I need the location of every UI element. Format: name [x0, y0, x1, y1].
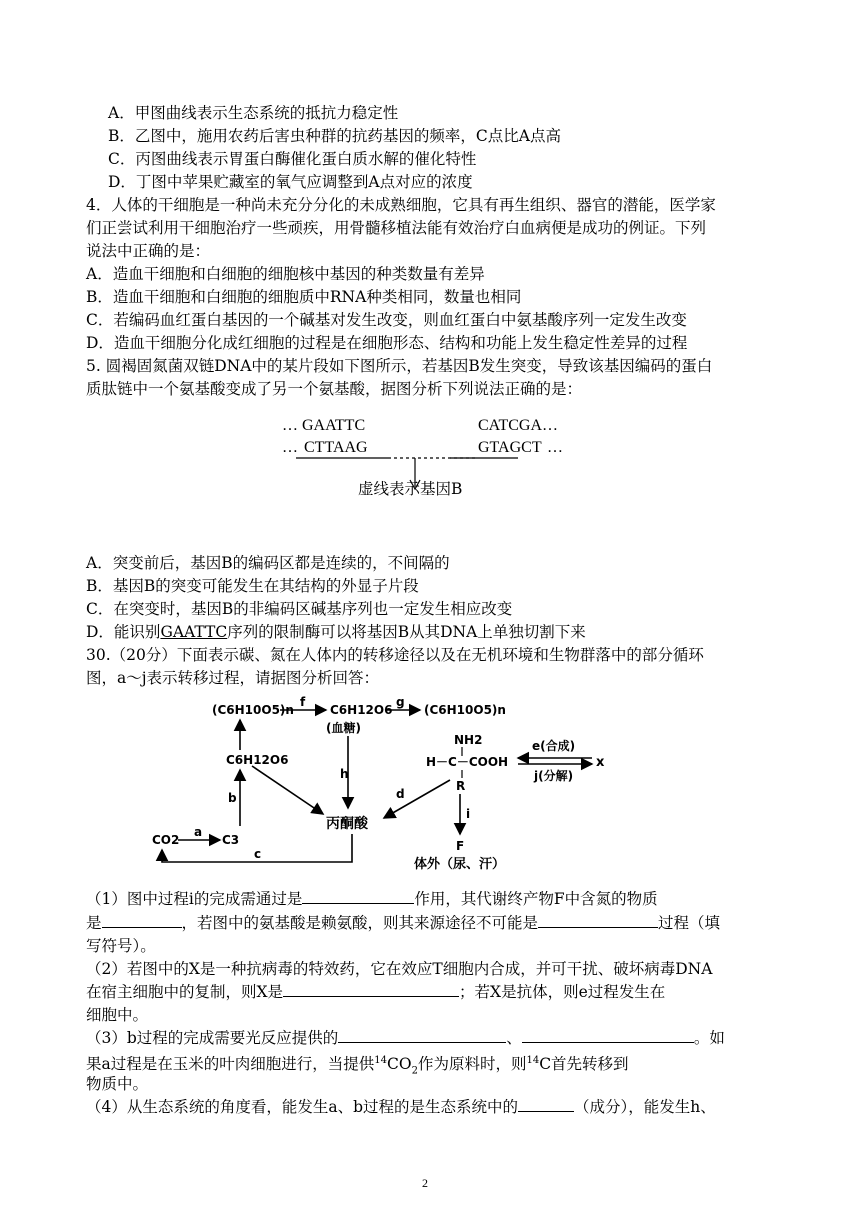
- q30-3-text-d: 果a过程是在玉米的叶肉细胞进行，当提供: [86, 1055, 375, 1074]
- arrow-c-label: c: [254, 847, 262, 861]
- q5-option-b: B．基因B的突变可能发生在其结构的外显子片段: [86, 577, 419, 595]
- excretion-label: 体外（尿、汗）: [414, 857, 506, 872]
- q5-option-a: A．突变前后，基因B的编码区都是连续的，不间隔的: [86, 554, 450, 572]
- arrow-d-label: d: [396, 787, 405, 801]
- co2-subscript: 2: [411, 1065, 418, 1077]
- q30-stem-line2: 图，a～j表示转移过程，请据图分析回答：: [86, 669, 380, 687]
- q30-2-text-c: ；若X是抗体，则e过程发生在: [459, 983, 666, 1001]
- q30-3-line2: [86, 1050, 629, 1082]
- q4-stem-line3: 说法中正确的是：: [86, 242, 211, 260]
- q3-option-d: D．丁图中苹果贮藏室的氧气应调整到A点对应的浓度: [108, 173, 473, 191]
- amino-acid-r-group: R: [456, 779, 466, 793]
- x-label: x: [596, 755, 605, 770]
- f-label: F: [456, 839, 465, 853]
- c3: C3: [222, 833, 240, 847]
- q30-3-text-b: 、: [506, 1029, 522, 1047]
- dna-top-left: … GAATTC: [282, 417, 366, 434]
- arrow-i-label: i: [466, 807, 471, 821]
- q4-stem-line2: 们正尝试利用干细胞治疗一些顽疾，用骨髓移植法能有效治疗白血病便是成功的例证。下列: [86, 219, 707, 237]
- q30-2-line3: 细胞中。: [86, 1006, 149, 1024]
- answer-blank-6[interactable]: [522, 1028, 694, 1043]
- arrow-glucose-to-pyruvate: [252, 766, 323, 814]
- carbon-nitrogen-diagram: [140, 694, 620, 878]
- q5-option-d: [86, 621, 586, 643]
- arrow-j-label: j(分解): [534, 769, 574, 783]
- q30-3-text-c: 。如: [693, 1029, 725, 1047]
- q5-stem-line1: 5. 圆褐固氮菌双链DNA中的某片段如下图所示，若基因B发生突变，导致该基因编码的蛋白: [86, 357, 713, 375]
- answer-blank-4[interactable]: [283, 982, 459, 997]
- q30-1-text-d: ，若图中的氨基酸是赖氨酸，则其来源途径不可能是: [181, 914, 539, 932]
- glucose-top: C6H12O6: [330, 703, 393, 717]
- q30-4-text-b: （成分），能发生h、: [574, 1098, 716, 1116]
- q5-option-c: C．在突变时，基因B的非编码区碱基序列也一定发生相应改变: [86, 600, 513, 618]
- amino-acid-backbone: H－C－COOH: [426, 755, 509, 769]
- dna-bottom-right: GTAGCT: [478, 439, 542, 456]
- pyruvate: 丙酮酸: [326, 816, 368, 832]
- q5-stem-line2: 质肽链中一个氨基酸变成了另一个氨基酸，据图分析下列说法正确的是：: [86, 380, 583, 398]
- q30-1-line2: [86, 912, 720, 934]
- dna-bottom-suffix: …: [547, 439, 563, 456]
- q30-3-text-f: 作为原料时，则: [417, 1055, 527, 1074]
- q30-3-text-a: （3）b过程的完成需要光反应提供的: [86, 1029, 339, 1047]
- glycogen-left: (C6H10O5)n: [212, 703, 294, 717]
- blood-sugar-label: (血糖): [326, 721, 361, 735]
- q30-stem-line1: 30.（20分）下面表示碳、氮在人体内的转移途径以及在无机环境和生物群落中的部分循环: [86, 646, 704, 664]
- dna-bottom-prefix: …: [282, 439, 298, 456]
- q30-3-line1: [86, 1027, 725, 1049]
- answer-blank-2[interactable]: [102, 913, 182, 928]
- arrow-g-label: g: [396, 695, 405, 709]
- q30-2-line1: （2）若图中的X是一种抗病毒的特效药，它在效应T细胞内合成，并可干扰、破坏病毒DNA: [86, 960, 713, 978]
- q5-option-d-sequence: GAATTC: [160, 623, 228, 641]
- q30-4-line1: [86, 1096, 716, 1118]
- q3-option-c: C．丙图曲线表示胃蛋白酶催化蛋白质水解的催化特性: [108, 150, 477, 168]
- q30-4-text-a: （4）从生态系统的角度看，能发生a、b过程的是生态系统中的: [86, 1098, 519, 1116]
- q30-2-line2: [86, 981, 665, 1003]
- q30-3-text-g: C首先转移到: [539, 1055, 629, 1074]
- q3-option-a: A．甲图曲线表示生态系统的抵抗力稳定性: [108, 104, 399, 122]
- arrow-f-label: f: [300, 695, 306, 709]
- q3-option-b: B．乙图中，施用农药后害虫种群的抗药基因的频率，C点比A点高: [108, 127, 561, 145]
- arrow-h-label: h: [340, 767, 349, 781]
- page-number: 2: [422, 1176, 428, 1190]
- q30-2-text-b: 在宿主细胞中的复制，则X是: [86, 983, 284, 1001]
- q30-1-text-a: （1）图中过程i的完成需通过是: [86, 890, 303, 908]
- q30-3-text-e: CO: [386, 1055, 412, 1074]
- q30-1-text-e: 过程（填: [658, 914, 721, 932]
- arrow-e-label: e(合成): [532, 739, 576, 753]
- q5-option-d-prefix: D．能识别: [86, 623, 161, 641]
- q30-1-text-c: 是: [86, 914, 102, 932]
- answer-blank-3[interactable]: [538, 913, 658, 928]
- q4-option-b: B．造血干细胞和白细胞的细胞质中RNA种类相同，数量也相同: [86, 288, 522, 306]
- arrow-b-label: b: [228, 791, 237, 805]
- q30-3-line3: 物质中。: [86, 1075, 149, 1093]
- dna-top-right: CATCGA…: [478, 417, 559, 434]
- q30-1-line3: 写符号）。: [86, 937, 156, 955]
- isotope-superscript-2: 14: [526, 1055, 540, 1066]
- glycogen-right: (C6H10O5)n: [424, 703, 506, 717]
- isotope-superscript: 14: [374, 1055, 387, 1066]
- q4-option-d: D．造血干细胞分化成红细胞的过程是在细胞形态、结构和功能上发生稳定性差异的过程: [86, 334, 688, 352]
- q5-option-d-suffix: 序列的限制酶可以将基因B从其DNA上单独切割下来: [227, 623, 586, 641]
- dna-bottom-left: CTTAAG: [304, 439, 368, 456]
- answer-blank-5[interactable]: [338, 1028, 506, 1043]
- q4-stem-line1: 4．人体的干细胞是一种尚未充分分化的未成熟细胞，它具有再生组织、器官的潜能，医学家: [86, 196, 716, 214]
- q30-1-line1: [86, 888, 658, 910]
- arrow-d: [384, 780, 450, 818]
- dna-caption: 虚线表示基因B: [358, 480, 463, 498]
- answer-blank-7[interactable]: [518, 1097, 574, 1112]
- arrow-a-label: a: [194, 825, 203, 839]
- amino-group: NH2: [454, 733, 483, 747]
- q30-1-text-b: 作用，其代谢终产物F中含氮的物质: [414, 890, 658, 908]
- glucose-left: C6H12O6: [226, 753, 289, 767]
- answer-blank-1[interactable]: [302, 889, 414, 904]
- q4-option-a: A．造血干细胞和白细胞的细胞核中基因的种类数量有差异: [86, 265, 485, 283]
- co2: CO2: [152, 833, 180, 847]
- q4-option-c: C．若编码血红蛋白基因的一个碱基对发生改变，则血红蛋白中氨基酸序列一定发生改变: [86, 311, 687, 329]
